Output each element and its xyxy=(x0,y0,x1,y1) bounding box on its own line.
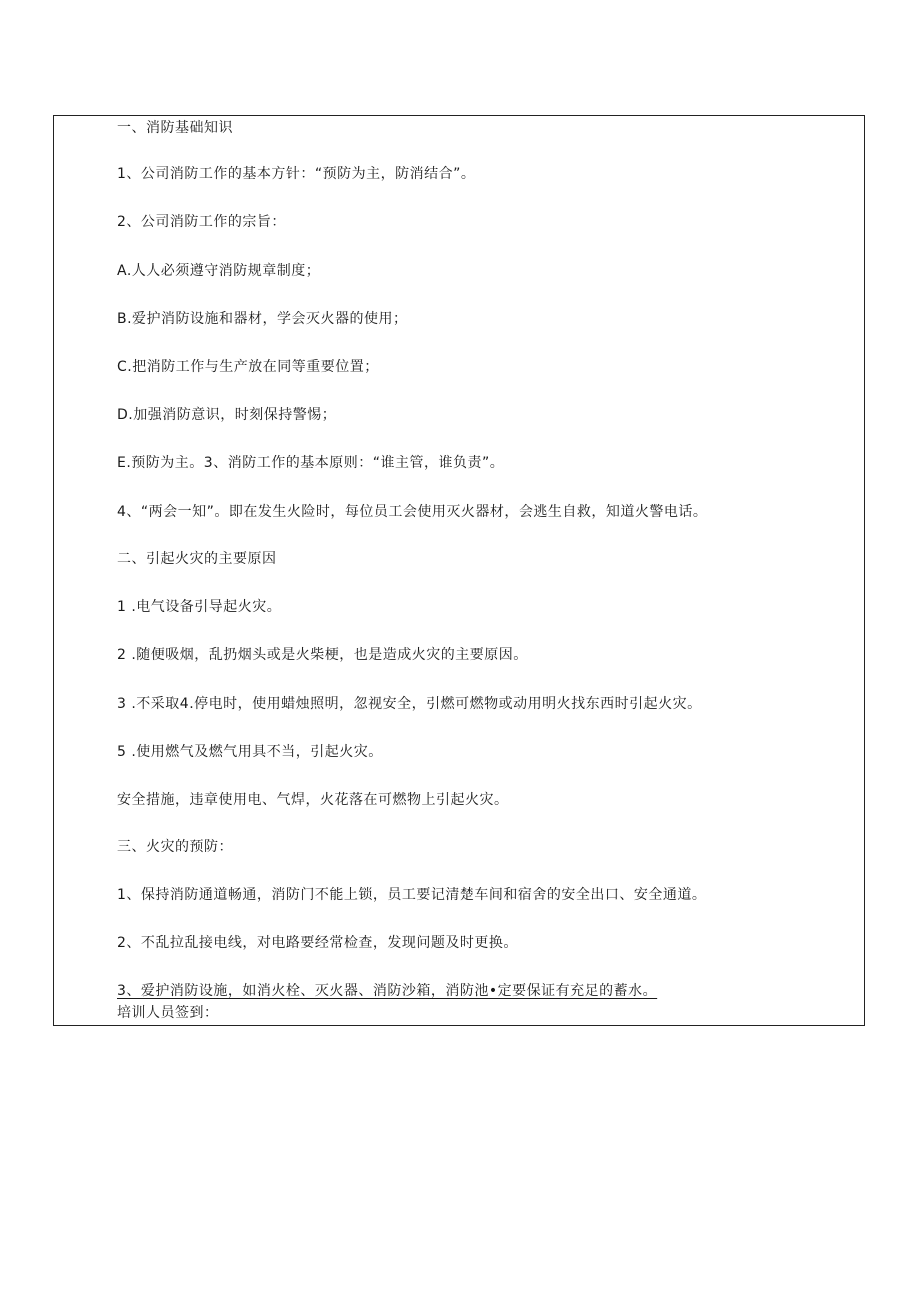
paragraph-two-one: 4、“两会一知”。即在发生火险时，每位员工会使用灭火器材，会逃生自救，知道火警电话。 xyxy=(117,504,708,520)
list-item-e: E.预防为主。3、消防工作的基本原则：“谁主管，谁负责”。 xyxy=(117,455,505,471)
paragraph-purpose: 2、公司消防工作的宗旨： xyxy=(117,214,286,230)
prevention-item-1: 1、保持消防通道畅通，消防门不能上锁，员工要记清楚车间和宿舍的安全出口、安全通道。 xyxy=(117,887,707,903)
list-item-d: D.加强消防意识，时刻保持警惕； xyxy=(117,407,337,423)
cause-item-1: 1 .电气设备引导起火灾。 xyxy=(117,599,282,615)
cause-item-5: 5 .使用燃气及燃气用具不当，引起火灾。 xyxy=(117,744,383,760)
section-heading-fire-prevention: 三、火灾的预防： xyxy=(117,839,233,855)
cause-item-3: 3 .不采取4.停电时，使用蜡烛照明，忽视安全，引燃可燃物或动用明火找东西时引起火灾。 xyxy=(117,696,702,712)
section-heading-fire-basics: 一、消防基础知识 xyxy=(117,120,233,136)
document-frame xyxy=(53,115,865,1026)
prevention-item-3: 3、爱护消防设施，如消火栓、灭火器、消防沙箱，消防池•定要保证有充足的蓄水。 xyxy=(117,983,658,999)
list-item-b: B.爱护消防设施和器材，学会灭火器的使用； xyxy=(117,311,408,327)
trainee-signin-label: 培训人员签到： xyxy=(117,1005,219,1021)
prevention-item-2: 2、不乱拉乱接电线，对电路要经常检查，发现问题及时更换。 xyxy=(117,935,518,951)
section-heading-fire-causes: 二、引起火灾的主要原因 xyxy=(117,551,277,567)
list-item-a: A.人人必须遵守消防规章制度； xyxy=(117,263,321,279)
paragraph-safety-measures: 安全措施，违章使用电、气焊，火花落在可燃物上引起火灾。 xyxy=(117,792,509,808)
list-item-c: C.把消防工作与生产放在同等重要位置； xyxy=(117,359,379,375)
cause-item-2: 2 .随便吸烟，乱扔烟头或是火柴梗，也是造成火灾的主要原因。 xyxy=(117,647,528,663)
paragraph-policy: 1、公司消防工作的基本方针：“预防为主，防消结合”。 xyxy=(117,166,476,182)
